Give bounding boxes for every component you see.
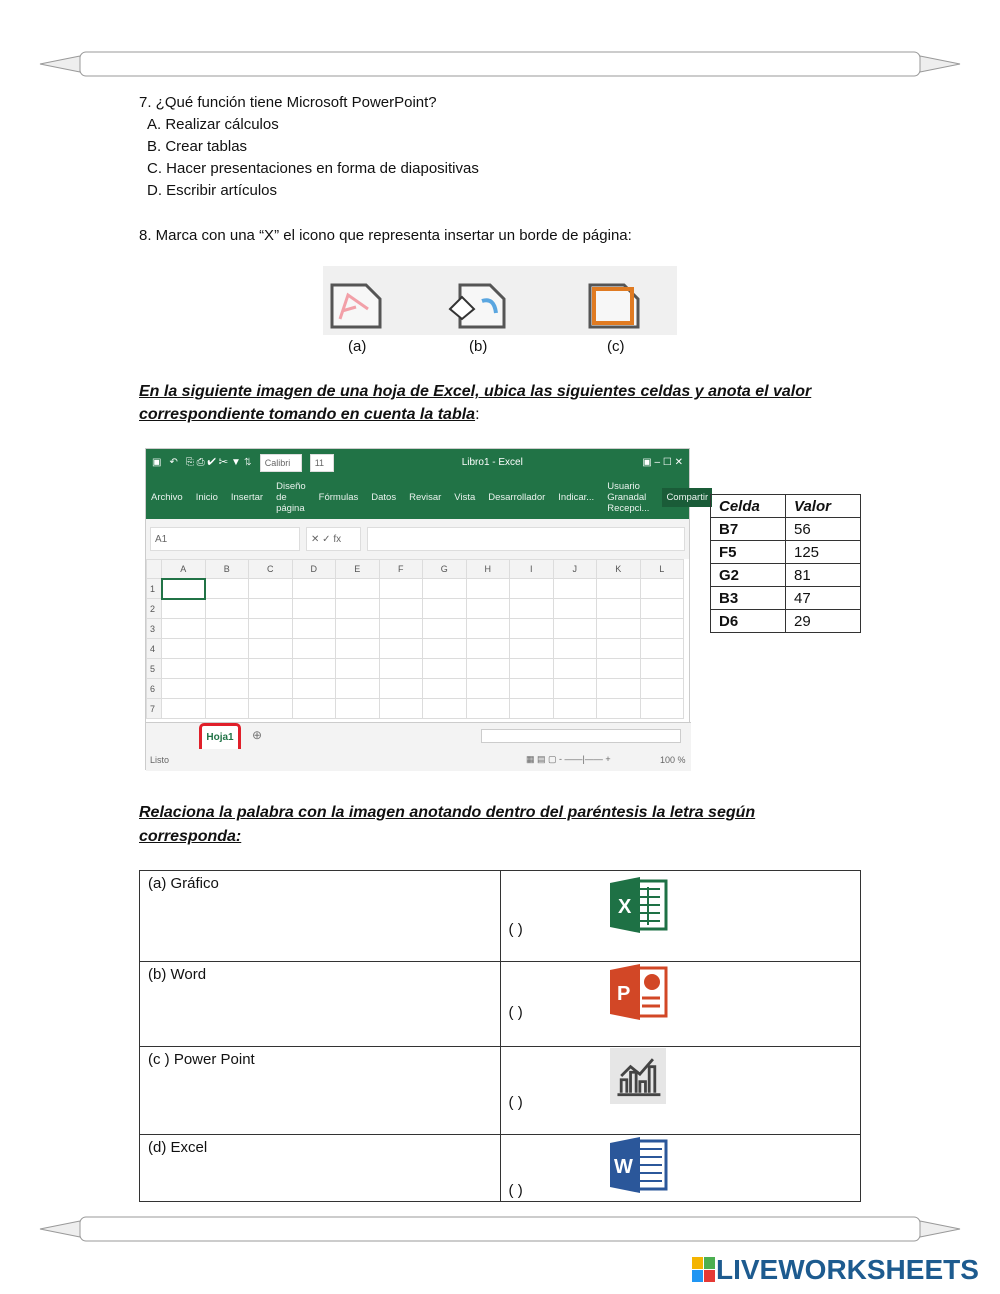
- cell: [510, 679, 554, 699]
- cell-value: 56: [786, 518, 861, 541]
- cell: [553, 659, 597, 679]
- cell-ref: F5: [711, 541, 786, 564]
- column-header: F: [379, 560, 423, 579]
- chart-icon: [608, 1048, 668, 1104]
- cell: [553, 699, 597, 719]
- table-row: [711, 518, 861, 541]
- cell: [510, 619, 554, 639]
- status-bar: [146, 749, 691, 771]
- cell: [292, 579, 336, 599]
- cell: [162, 619, 206, 639]
- page-border-c-icon[interactable]: [588, 283, 640, 329]
- cell: [292, 639, 336, 659]
- cell: [510, 599, 554, 619]
- sheet-tab-hoja1: Hoja1: [199, 723, 241, 754]
- cell: [379, 619, 423, 639]
- cell-value-table: [710, 494, 861, 633]
- excel-icon: [608, 877, 668, 933]
- match-heading-line1: Relaciona la palabra con la imagen anotando dentro del paréntesis la letra según: [139, 804, 756, 821]
- cell: [162, 699, 206, 719]
- cell: [553, 679, 597, 699]
- cell: [336, 659, 380, 679]
- cell: [205, 599, 249, 619]
- liveworksheets-logo: [692, 1254, 979, 1286]
- label-a: (a): [348, 338, 367, 355]
- cell: [510, 659, 554, 679]
- cell: [466, 679, 510, 699]
- add-sheet-icon: ⊕: [252, 728, 263, 742]
- zoom-level: 100 %: [660, 755, 686, 765]
- column-header: D: [292, 560, 336, 579]
- table-row: [711, 610, 861, 633]
- cell-ref: B7: [711, 518, 786, 541]
- page-b-icon[interactable]: [448, 283, 508, 329]
- word-cell: (a) Gráfico: [140, 871, 501, 962]
- cell: [292, 599, 336, 619]
- cell: [553, 639, 597, 659]
- column-header: I: [510, 560, 554, 579]
- cell: [640, 699, 684, 719]
- menu-desarrollador: Desarrollador: [488, 492, 546, 503]
- excel-ribbon-tabs: [146, 476, 709, 519]
- cell: [205, 679, 249, 699]
- cell: [292, 619, 336, 639]
- cell: [205, 699, 249, 719]
- column-header: A: [162, 560, 206, 579]
- cell: [466, 659, 510, 679]
- cell: [379, 659, 423, 679]
- q7-option-c: C. Hacer presentaciones en forma de diapositivas: [147, 160, 479, 177]
- cell: [336, 619, 380, 639]
- menu-diseno: Diseño de página: [276, 481, 306, 514]
- cell: [597, 699, 641, 719]
- cell: [423, 639, 467, 659]
- bottom-scroll-banner: [40, 1215, 960, 1243]
- cell-ref: D6: [711, 610, 786, 633]
- toolbar-icons: ⎘ ⎙ ✔ ✂ ▼ ⇅: [185, 457, 252, 468]
- answer-blank[interactable]: ( ): [508, 921, 523, 938]
- answer-blank[interactable]: ( ): [508, 1094, 523, 1111]
- column-header: E: [336, 560, 380, 579]
- save-icon: ▣: [152, 457, 162, 468]
- column-header: L: [640, 560, 684, 579]
- menu-insertar: Insertar: [230, 492, 264, 503]
- cell-value: 125: [786, 541, 861, 564]
- cell-value: 81: [786, 564, 861, 587]
- cell-ref: G2: [711, 564, 786, 587]
- formula-input: [367, 527, 685, 551]
- cell: [336, 679, 380, 699]
- row-header: 3: [147, 619, 162, 639]
- row-header: 7: [147, 699, 162, 719]
- cell: [423, 679, 467, 699]
- cell: [640, 639, 684, 659]
- cell: [466, 699, 510, 719]
- top-scroll-banner: [40, 50, 960, 78]
- cell: [466, 579, 510, 599]
- menu-vista: Vista: [454, 492, 476, 503]
- q7-question: 7. ¿Qué función tiene Microsoft PowerPoint?: [139, 94, 437, 111]
- word-icon: [608, 1137, 668, 1193]
- excel-heading-colon: :: [475, 406, 480, 423]
- menu-inicio: Inicio: [195, 492, 218, 503]
- cell: [597, 579, 641, 599]
- cell: [510, 579, 554, 599]
- cell: [553, 599, 597, 619]
- cell: [249, 659, 293, 679]
- cell: [640, 579, 684, 599]
- name-box: A1: [150, 527, 300, 551]
- border-icons-strip: [323, 266, 677, 335]
- cell: [205, 639, 249, 659]
- cell: [336, 579, 380, 599]
- cell: [597, 639, 641, 659]
- cell: [423, 579, 467, 599]
- cell: [640, 679, 684, 699]
- excel-screenshot: [145, 448, 709, 770]
- cell: [466, 599, 510, 619]
- cell: [336, 699, 380, 719]
- cell: [597, 659, 641, 679]
- menu-usuario: Usuario Granadal Recepci...: [607, 481, 650, 514]
- column-header: G: [423, 560, 467, 579]
- cell: [336, 599, 380, 619]
- window-title: Libro1 - Excel: [461, 457, 523, 468]
- cell: [205, 619, 249, 639]
- cell: [205, 579, 249, 599]
- cell: [379, 679, 423, 699]
- excel-grid: [146, 559, 684, 719]
- cell: [292, 659, 336, 679]
- cell: [379, 579, 423, 599]
- svg-text:P: P: [616, 983, 630, 1005]
- cell: [510, 639, 554, 659]
- excel-heading-line2: correspondiente tomando en cuenta la tabla: [139, 406, 476, 423]
- cell: [249, 599, 293, 619]
- q7-option-d: D. Escribir artículos: [147, 182, 278, 199]
- page-a-icon[interactable]: [330, 283, 382, 329]
- menu-archivo: Archivo: [151, 492, 183, 503]
- cell: [597, 619, 641, 639]
- cell: [423, 599, 467, 619]
- cell: [379, 639, 423, 659]
- word-cell: (d) Excel: [140, 1135, 501, 1202]
- cell: [162, 639, 206, 659]
- status-text: Listo: [150, 755, 170, 765]
- cell: [597, 599, 641, 619]
- cell-ref: B3: [711, 587, 786, 610]
- logo-text: LIVEWORKSHEETS: [716, 1254, 979, 1285]
- cell: [379, 699, 423, 719]
- powerpoint-icon: [608, 964, 668, 1020]
- header-valor: Valor: [786, 495, 861, 518]
- cell: [249, 619, 293, 639]
- table-row: [711, 587, 861, 610]
- cell: [640, 659, 684, 679]
- formula-buttons: ✕ ✓ fx: [306, 527, 361, 551]
- sheet-tabs-bar: [146, 722, 691, 749]
- menu-revisar: Revisar: [409, 492, 442, 503]
- q8-question: 8. Marca con una “X” el icono que representa insertar un borde de página:: [139, 227, 632, 244]
- q7-option-a: A. Realizar cálculos: [147, 116, 279, 133]
- cell: [205, 659, 249, 679]
- svg-text:X: X: [617, 896, 631, 918]
- column-header: C: [249, 560, 293, 579]
- row-header: 1: [147, 579, 162, 599]
- cell: [423, 699, 467, 719]
- cell: [249, 679, 293, 699]
- formula-bar: [146, 519, 689, 559]
- row-header: 6: [147, 679, 162, 699]
- cell: [553, 619, 597, 639]
- cell: [249, 579, 293, 599]
- horizontal-scrollbar: [481, 729, 681, 743]
- cell: [423, 659, 467, 679]
- label-c: (c): [607, 338, 625, 355]
- cell: [162, 679, 206, 699]
- cell: [162, 599, 206, 619]
- cell: [597, 679, 641, 699]
- cell: [249, 699, 293, 719]
- cell: [640, 599, 684, 619]
- table-row: [711, 541, 861, 564]
- answer-blank[interactable]: ( ): [508, 1004, 523, 1021]
- column-header: K: [597, 560, 641, 579]
- cell: [336, 639, 380, 659]
- cell: [292, 699, 336, 719]
- undo-icon: ↶: [169, 457, 178, 468]
- excel-quick-access-bar: [146, 449, 689, 476]
- menu-datos: Datos: [371, 492, 397, 503]
- header-celda: Celda: [711, 495, 786, 518]
- row-header: 2: [147, 599, 162, 619]
- row-header: 4: [147, 639, 162, 659]
- logo-blocks-icon: [692, 1257, 716, 1283]
- cell: [162, 579, 206, 599]
- cell: [162, 659, 206, 679]
- excel-heading-line1: En la siguiente imagen de una hoja de Excel, ubica las siguientes celdas y anota el valor: [139, 383, 812, 400]
- view-icons: ▦ ▤ ▢ - ——|—— +: [526, 754, 611, 764]
- cell: [423, 619, 467, 639]
- answer-blank[interactable]: ( ): [508, 1182, 523, 1199]
- cell: [553, 579, 597, 599]
- label-b: (b): [469, 338, 488, 355]
- cell: [640, 619, 684, 639]
- word-cell: (b) Word: [140, 962, 501, 1047]
- column-header: H: [466, 560, 510, 579]
- menu-compartir: Compartir: [662, 488, 712, 507]
- cell: [466, 639, 510, 659]
- menu-formulas: Fórmulas: [318, 492, 359, 503]
- cell: [510, 699, 554, 719]
- window-controls: ▣ – ☐ ✕: [642, 457, 683, 468]
- matching-table: [139, 870, 861, 1202]
- cell: [379, 599, 423, 619]
- column-header: J: [553, 560, 597, 579]
- table-row: [711, 564, 861, 587]
- row-header: 5: [147, 659, 162, 679]
- q7-option-b: B. Crear tablas: [147, 138, 248, 155]
- svg-text:W: W: [613, 1156, 633, 1178]
- column-header: B: [205, 560, 249, 579]
- cell: [292, 679, 336, 699]
- cell-value: 29: [786, 610, 861, 633]
- word-cell: (c ) Power Point: [140, 1047, 501, 1135]
- corner-cell: [147, 560, 162, 579]
- size-select: 11: [310, 454, 334, 472]
- cell-value: 47: [786, 587, 861, 610]
- match-heading-line2: corresponda:: [139, 828, 242, 845]
- cell: [466, 619, 510, 639]
- font-select: Calibri: [260, 454, 302, 472]
- cell: [249, 639, 293, 659]
- menu-indicar: Indicar...: [558, 492, 595, 503]
